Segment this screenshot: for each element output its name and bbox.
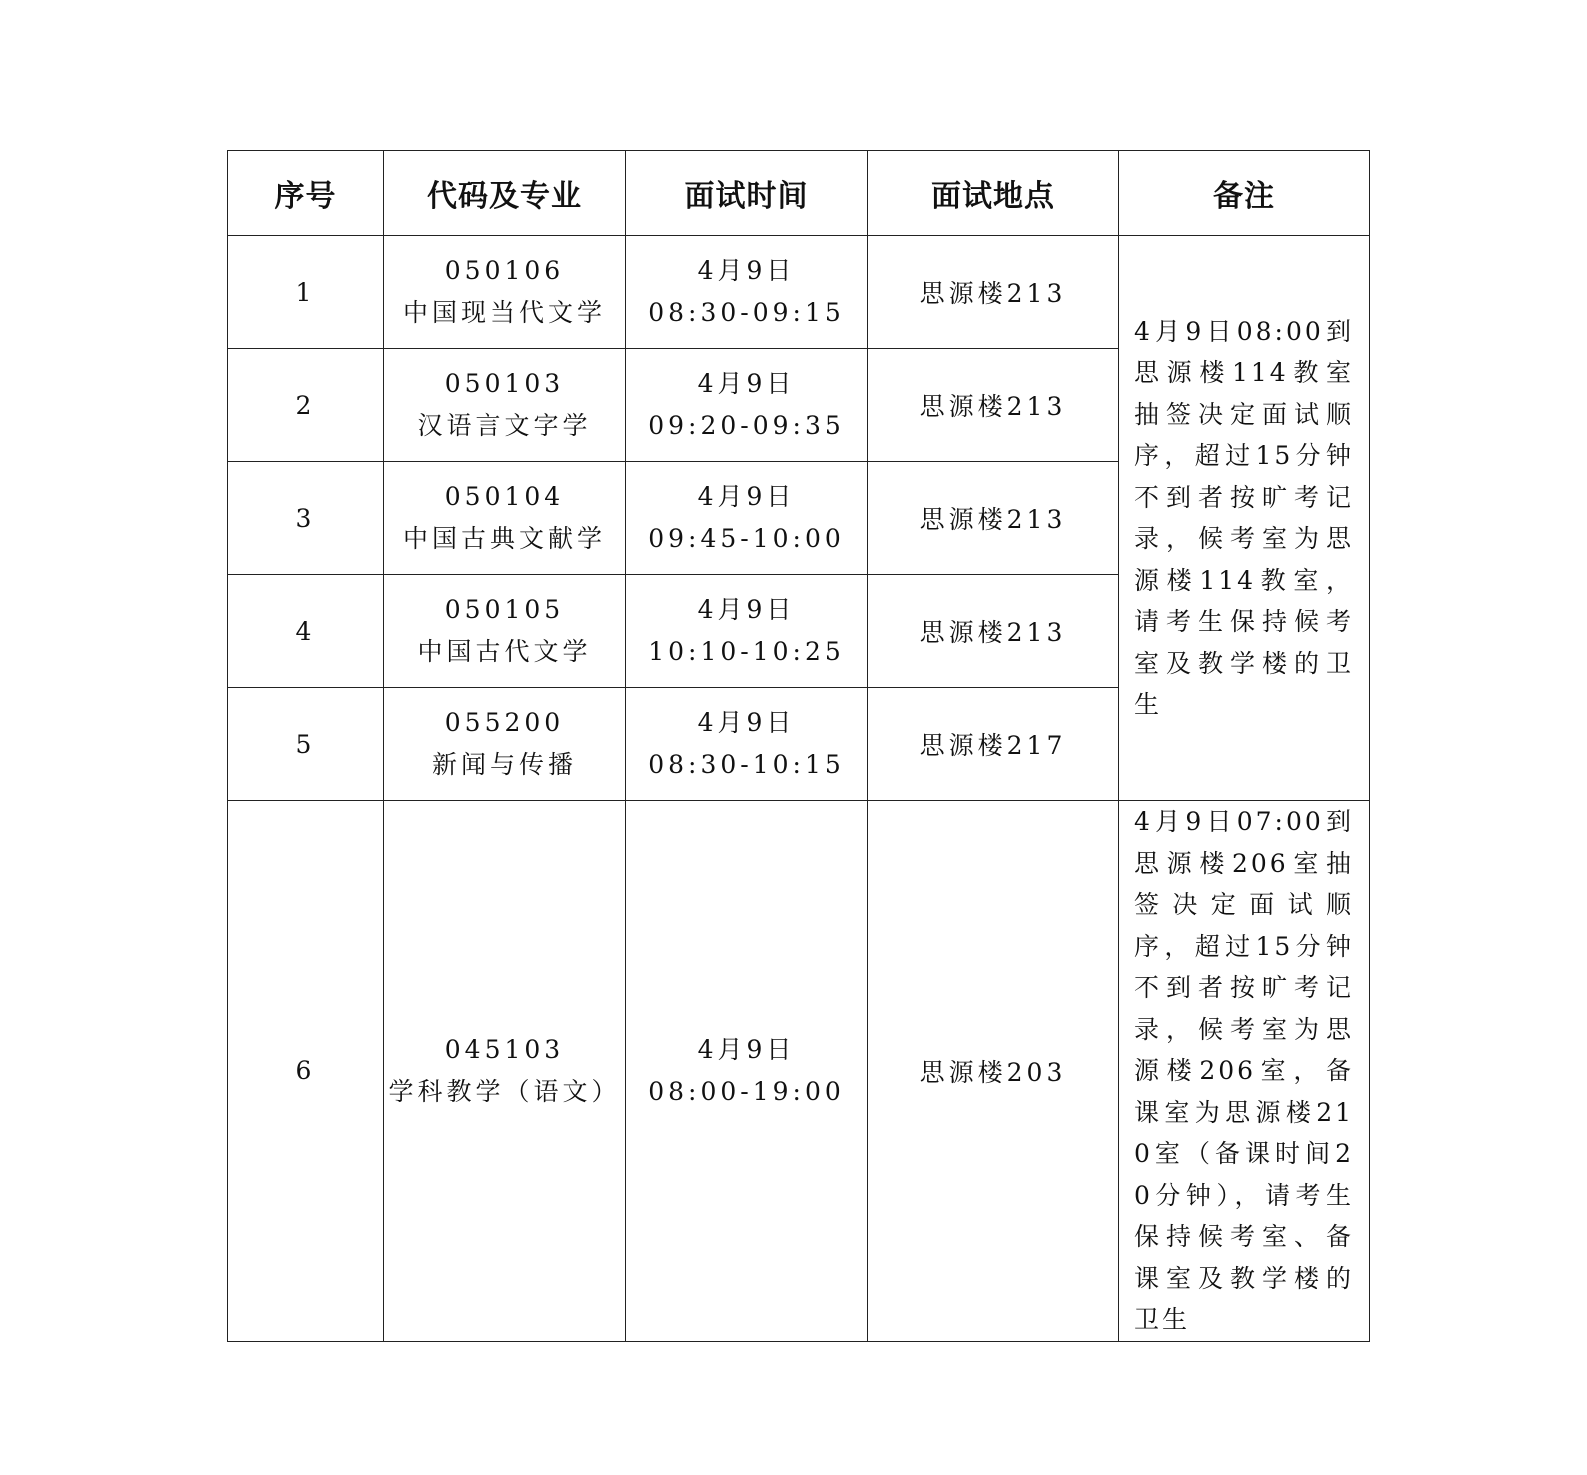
serial-number: 5	[295, 729, 316, 759]
remarks-cell	[1119, 801, 1370, 1342]
remarks-cell	[1119, 236, 1370, 801]
table-row	[228, 236, 1370, 349]
header-interview-time: 面试时间	[626, 151, 868, 236]
interview-time-range: 08:00-19:00	[648, 1076, 845, 1106]
serial-cell	[228, 349, 384, 462]
interview-place: 思源楼217	[919, 731, 1067, 760]
serial-cell	[228, 236, 384, 349]
major-code: 055200	[444, 708, 565, 737]
table-header-row	[228, 151, 1370, 236]
major-name: 中国古代文学	[417, 637, 592, 666]
place-cell	[868, 236, 1119, 349]
serial-cell	[228, 575, 384, 688]
interview-date: 4月9日	[697, 256, 796, 285]
time-cell	[626, 688, 868, 801]
code-major-cell	[384, 236, 626, 349]
code-major-cell	[384, 349, 626, 462]
code-major-cell	[384, 688, 626, 801]
major-code: 050106	[444, 256, 565, 285]
place-cell	[868, 462, 1119, 575]
interview-date: 4月9日	[697, 595, 796, 624]
major-name: 中国现当代文学	[402, 298, 606, 327]
serial-cell	[228, 801, 384, 1342]
serial-number: 3	[295, 503, 316, 533]
serial-cell	[228, 688, 384, 801]
place-cell	[868, 688, 1119, 801]
time-cell	[626, 801, 868, 1342]
table-row	[228, 801, 1370, 1342]
serial-number: 4	[295, 616, 316, 646]
major-name: 新闻与传播	[431, 750, 577, 779]
serial-number: 1	[295, 277, 316, 307]
interview-time-range: 09:45-10:00	[648, 524, 845, 553]
interview-date: 4月9日	[697, 482, 796, 511]
code-major-cell	[384, 801, 626, 1342]
interview-time-range: 09:20-09:35	[648, 411, 845, 440]
interview-place: 思源楼213	[919, 392, 1067, 421]
interview-schedule-table	[227, 150, 1370, 1342]
major-name: 中国古典文献学	[402, 524, 606, 553]
time-cell	[626, 236, 868, 349]
code-major-cell	[384, 462, 626, 575]
interview-place: 思源楼203	[919, 1057, 1067, 1087]
interview-time-range: 08:30-10:15	[648, 750, 845, 779]
interview-place: 思源楼213	[919, 279, 1067, 308]
serial-number: 2	[295, 390, 316, 420]
major-name: 学科教学（语文）	[388, 1076, 621, 1106]
interview-date: 4月9日	[697, 1034, 796, 1064]
time-cell	[626, 575, 868, 688]
place-cell	[868, 349, 1119, 462]
major-code: 050104	[444, 482, 565, 511]
interview-date: 4月9日	[697, 708, 796, 737]
remarks-text: 4月9日07:00到思源楼206室抽签决定面试顺序，超过15分钟不到者按旷考记录，候考室为思源楼206室，备课室为思源楼210室（备课时间20分钟），请考生保持候考室、备课室及教学楼的卫生	[1134, 807, 1354, 1334]
place-cell	[868, 801, 1119, 1342]
major-code: 050103	[444, 369, 565, 398]
code-major-cell	[384, 575, 626, 688]
serial-number: 6	[295, 1056, 316, 1086]
interview-date: 4月9日	[697, 369, 796, 398]
time-cell	[626, 349, 868, 462]
interview-time-range: 08:30-09:15	[648, 298, 845, 327]
time-cell	[626, 462, 868, 575]
major-code: 050105	[444, 595, 565, 624]
interview-place: 思源楼213	[919, 618, 1067, 647]
major-name: 汉语言文字学	[417, 411, 592, 440]
header-code-major: 代码及专业	[384, 151, 626, 236]
major-code: 045103	[444, 1034, 565, 1064]
interview-place: 思源楼213	[919, 505, 1067, 534]
header-interview-place: 面试地点	[868, 151, 1119, 236]
place-cell	[868, 575, 1119, 688]
header-serial-number: 序号	[228, 151, 384, 236]
header-remarks: 备注	[1119, 151, 1370, 236]
remarks-text: 4月9日08:00到思源楼114教室抽签决定面试顺序，超过15分钟不到者按旷考记录，候考室为思源楼114教室，请考生保持候考室及教学楼的卫生	[1134, 316, 1354, 719]
serial-cell	[228, 462, 384, 575]
interview-time-range: 10:10-10:25	[648, 637, 845, 666]
